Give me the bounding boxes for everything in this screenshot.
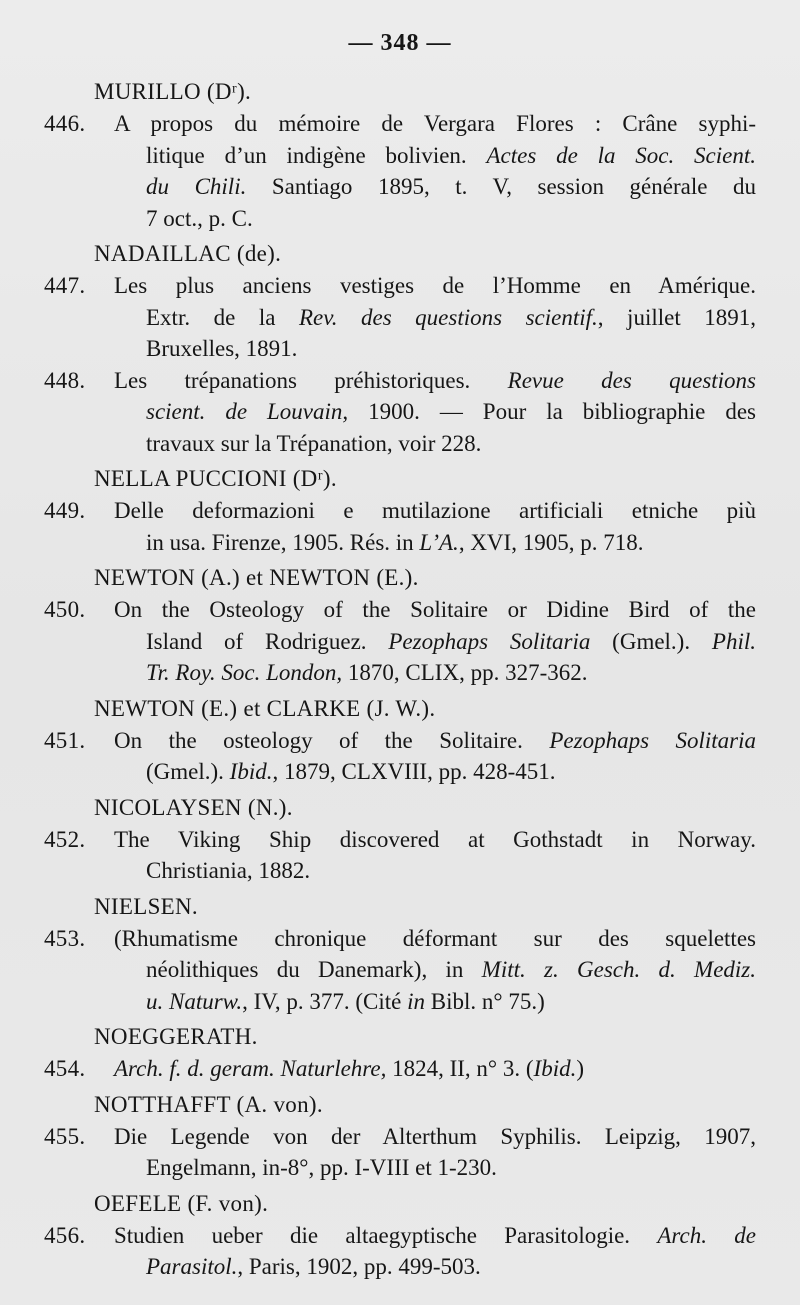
citation-line [114,396,756,428]
text-segment: 1900. — Pour la bibliographie des [348,399,756,424]
citation-line [114,1121,756,1153]
text-segment: , 1879, CLXVIII, pp. 428-451. [272,759,556,784]
text-segment: in usa. Firenze, 1905. Rés. in [146,529,420,555]
italic-text: L’A. [419,529,459,555]
citation-line [114,203,756,235]
italic-text: Revue des questions [507,367,757,393]
text-segment: On the Osteology of the Solitaire or Didine Bird of the [114,597,756,622]
italic-text: Pezophaps Solitaria [388,628,591,654]
citation-line [114,1053,756,1085]
text-segment: litique d’un indigène bolivien. [146,142,487,168]
entry-citation [114,923,756,1018]
text-segment: Island of Rodriguez. [146,628,389,654]
text-segment: Christiania, 1882. [146,858,311,883]
italic-text: u. Naturw. [146,988,243,1014]
text-segment: Die Legende von der Alterthum Syphilis. Leipzig, 1907, [114,1123,756,1149]
entry-number: 449. [44,498,86,523]
entry-number: 454. [44,1056,86,1081]
italic-text: scient. de Louvain, [146,399,349,424]
author-heading: NEWTON (A.) et NEWTON (E.). [94,565,419,590]
author-heading: NEWTON (E.) et CLARKE (J. W.). [94,695,436,721]
text-segment: 1824, II, n° 3. ( [386,1056,534,1081]
entry-citation [114,824,756,887]
entry-number: 448. [44,367,86,393]
citation-line [114,270,756,302]
bibliography-entry [44,365,756,460]
text-segment: Santiago 1895, t. V, session générale du [246,174,756,199]
bibliography-entry [44,1220,756,1283]
citation-line [114,626,756,658]
citation-line [114,302,756,334]
bibliography-entry [44,1053,756,1085]
italic-text: Ibid. [533,1056,577,1081]
italic-text: Arch. f. d. geram. Naturlehre, [114,1056,387,1081]
bibliography-entry [44,594,756,689]
italic-text: Rev. des questions scientif. [298,304,598,330]
text-segment: The Viking Ship discovered at Gothstadt in Norway. [114,826,756,852]
citation-line [114,657,756,689]
citation-line [114,594,756,626]
text-segment: Studien ueber die altaegyptische Parasitologie. [114,1222,658,1248]
bibliography-list [44,72,756,1283]
page-number: — 348 — [348,30,452,56]
text-segment: ) [576,1056,585,1081]
author-heading: NIELSEN. [94,893,198,919]
entry-number: 453. [44,925,86,951]
text-segment: 1870, CLIX, pp. 327-362. [342,660,588,685]
italic-text: Ibid. [229,759,273,784]
italic-text: Actes de la Soc. Scient. [486,142,756,168]
italic-text: Pezophaps Solitaria [549,727,756,753]
bibliography-entry [44,824,756,887]
italic-text: du Chili. [146,174,247,199]
citation-line [114,855,756,887]
text-segment: (Gmel.). [146,759,230,784]
citation-line [114,495,756,527]
citation-line [114,171,756,203]
citation-line [114,108,756,140]
bibliography-entry [44,1121,756,1184]
text-segment: A propos du mémoire de Vergara Flores : Crâne syphi- [114,111,756,136]
bibliography-entry [44,270,756,365]
text-segment: , Paris, 1902, pp. 499-503. [237,1254,481,1279]
author-heading: NOEGGERATH. [94,1024,258,1049]
italic-text: Phil. [711,628,756,654]
italic-text: Arch. de [657,1222,756,1248]
bibliography-entry [44,495,756,558]
text-segment: néolithiques du Danemark), in [146,957,482,982]
text-segment: On the osteology of the Solitaire. [114,727,550,753]
entry-number: 456. [44,1222,86,1248]
text-segment: Les trépanations préhistoriques. [114,367,508,393]
entry-citation [114,725,756,788]
text-segment: Delle deformazioni e mutilazione artificiali etniche più [114,498,756,523]
text-segment: , IV, p. 377. (Cité [242,988,408,1014]
bibliography-entry [44,725,756,788]
text-segment: 7 oct., p. C. [146,205,253,231]
entry-number: 451. [44,727,86,753]
entry-citation [114,270,756,365]
citation-line [114,923,756,955]
author-heading: OEFELE (F. von). [94,1190,269,1216]
citation-line [114,954,756,986]
citation-line [114,986,756,1018]
author-heading: NADAILLAC (de). [94,241,282,266]
citation-line [114,140,756,172]
text-segment: Bibl. n° 75.) [425,988,545,1014]
citation-line [114,527,756,559]
entry-citation [114,1220,756,1283]
entry-citation [114,1053,756,1085]
text-segment: Bruxelles, 1891. [146,336,298,361]
citation-line [114,756,756,788]
author-heading: NICOLAYSEN (N.). [94,794,293,820]
author-heading: NOTTHAFFT (A. von). [94,1091,323,1117]
italic-text: Tr. Roy. Soc. London, [146,660,343,685]
text-segment: (Gmel.). [590,628,712,654]
author-heading: NELLA PUCCIONI (Dʳ). [94,466,337,491]
bibliography-entry [44,923,756,1018]
citation-line [114,428,756,460]
entry-citation [114,495,756,558]
entry-citation [114,1121,756,1184]
entry-citation [114,594,756,689]
italic-text: Parasitol. [146,1254,238,1279]
bibliography-entry [44,108,756,234]
text-segment: Extr. de la [146,304,299,330]
citation-line [114,725,756,757]
citation-line [114,333,756,365]
entry-number: 450. [44,597,86,622]
text-segment: , XVI, 1905, p. 718. [458,529,644,555]
text-segment: , juillet 1891, [597,304,756,330]
citation-line [114,365,756,397]
entry-number: 455. [44,1123,86,1149]
italic-text: Mitt. z. Gesch. d. Mediz. [481,957,757,982]
citation-line [114,1152,756,1184]
entry-citation [114,108,756,234]
author-heading: MURILLO (Dʳ). [94,79,252,104]
text-segment: travaux sur la Trépanation, voir 228. [146,430,482,456]
entry-number: 452. [44,826,86,852]
entry-number: 447. [44,273,86,298]
text-segment: Engelmann, in-8°, pp. I-VIII et 1-230. [146,1155,497,1180]
italic-text: in [407,988,426,1014]
entry-number: 446. [44,111,86,136]
text-segment: (Rhumatisme chronique déformant sur des squelettes [114,925,756,951]
citation-line [114,1251,756,1283]
entry-citation [114,365,756,460]
citation-line [114,1220,756,1252]
text-segment: Les plus anciens vestiges de l’Homme en Amérique. [114,273,756,298]
citation-line [114,824,756,856]
